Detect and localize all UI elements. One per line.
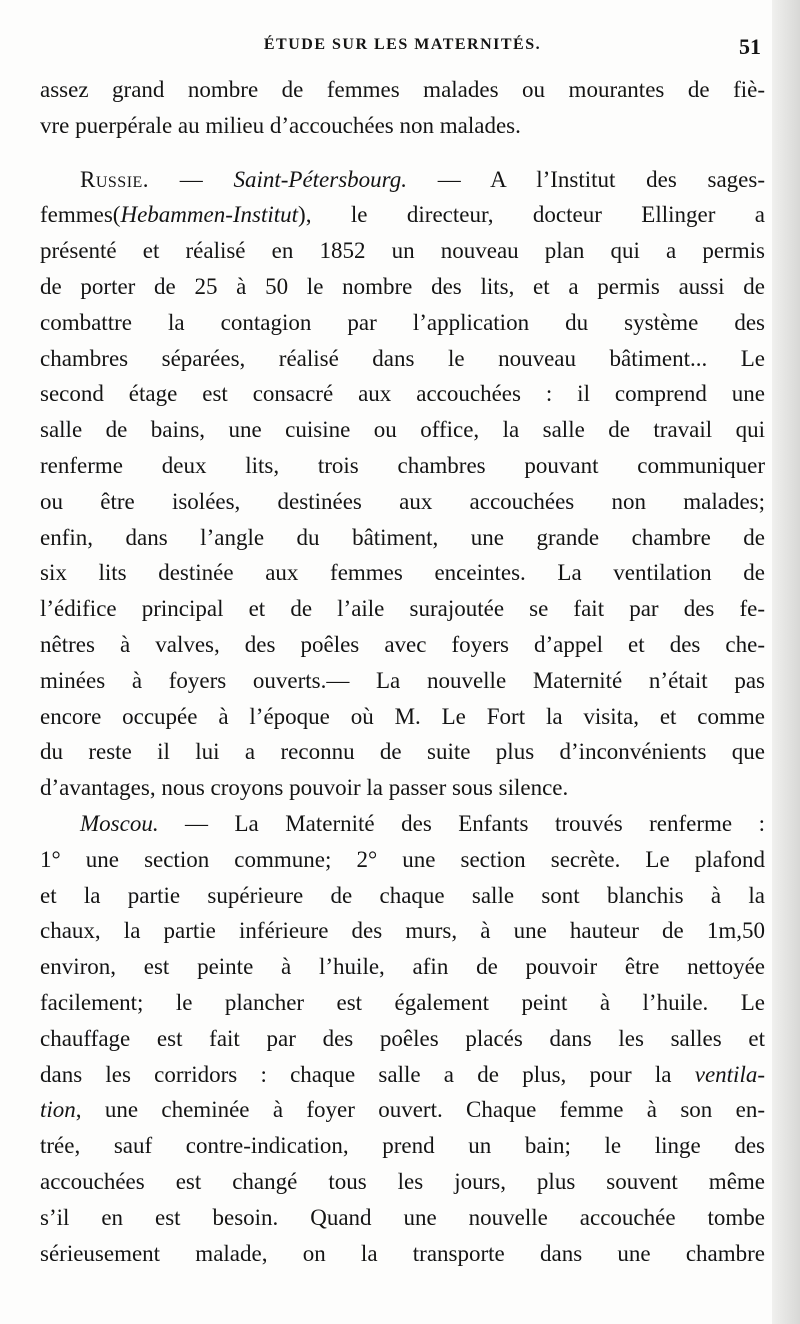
- text-line: chambres séparées, réalisé dans le nouveau bâtiment... Le: [40, 345, 765, 371]
- text-line: salle de bains, une cuisine ou office, la salle de travail qui: [40, 417, 765, 443]
- paragraph-gap: [40, 144, 765, 162]
- text-line: second étage est consacré aux accouchées : il comprend une: [40, 381, 765, 407]
- text-line: Russie. — Saint-Pétersbourg. — A l’Institut des sages-: [80, 166, 765, 192]
- text-line: encore occupée à l’époque où M. Le Fort la visita, et comme: [40, 703, 765, 729]
- text-line: vre puerpérale au milieu d’accouchées non malades.: [40, 112, 521, 138]
- text-line: chaux, la partie inférieure des murs, à une hauteur de 1m,50: [40, 918, 765, 944]
- country-heading: Russie.: [80, 166, 150, 192]
- text-line: six lits destinée aux femmes enceintes. La ventilation de: [40, 560, 765, 586]
- text-line: de porter de 25 à 50 le nombre des lits, et a permis aussi de: [40, 273, 765, 299]
- text-line: nêtres à valves, des poêles avec foyers d’appel et des che-: [40, 631, 765, 657]
- text-line: femmes(Hebammen-Institut), le directeur, docteur Ellinger a: [40, 202, 765, 228]
- text-line: enfin, dans l’angle du bâtiment, une grande chambre de: [40, 524, 765, 550]
- text-line: sérieusement malade, on la transporte dans une chambre: [40, 1240, 765, 1266]
- text-line: du reste il lui a reconnu de suite plus d’inconvénients que: [40, 739, 765, 765]
- text-line: assez grand nombre de femmes malades ou mourantes de fiè-: [40, 77, 765, 102]
- page-edge-shadow: [772, 0, 800, 1324]
- body-text: [40, 72, 765, 1271]
- text-line: environ, est peinte à l’huile, afin de pouvoir être nettoyée: [40, 954, 765, 980]
- text-line: renferme deux lits, trois chambres pouvant communiquer: [40, 452, 765, 478]
- page-header: [40, 36, 765, 60]
- city-heading: Saint-Pétersbourg.: [233, 166, 408, 192]
- text-line: ou être isolées, destinées aux accouchées non malades;: [40, 488, 765, 514]
- city-heading: Moscou.: [80, 810, 159, 836]
- text-line: présenté et réalisé en 1852 un nouveau plan qui a permis: [40, 238, 765, 264]
- text-line: Moscou. — La Maternité des Enfants trouvés renferme :: [80, 810, 765, 836]
- text-line: l’édifice principal et de l’aile surajoutée se fait par des fe-: [40, 596, 765, 622]
- text-line: 1° une section commune; 2° une section secrète. Le plafond: [40, 846, 765, 872]
- text-line: minées à foyers ouverts.— La nouvelle Maternité n’était pas: [40, 667, 765, 693]
- text-line: et la partie supérieure de chaque salle sont blanchis à la: [40, 882, 765, 908]
- text-line: d’avantages, nous croyons pouvoir la passer sous silence.: [40, 775, 569, 801]
- text-line: chauffage est fait par des poêles placés dans les salles et: [40, 1025, 765, 1051]
- page-number: 51: [739, 34, 761, 59]
- text-line: tion, une cheminée à foyer ouvert. Chaque femme à son en-: [40, 1097, 765, 1123]
- text-line: dans les corridors : chaque salle a de plus, pour la ventila-: [40, 1061, 765, 1087]
- text-line: facilement; le plancher est également peint à l’huile. Le: [40, 989, 765, 1015]
- text-line: s’il en est besoin. Quand une nouvelle accouchée tombe: [40, 1204, 765, 1230]
- text-line: trée, sauf contre-indication, prend un bain; le linge des: [40, 1133, 765, 1159]
- text-line: accouchées est changé tous les jours, plus souvent même: [40, 1168, 765, 1194]
- text-line: combattre la contagion par l’application du système des: [40, 309, 765, 335]
- running-title: ÉTUDE SUR LES MATERNITÉS.: [263, 36, 542, 53]
